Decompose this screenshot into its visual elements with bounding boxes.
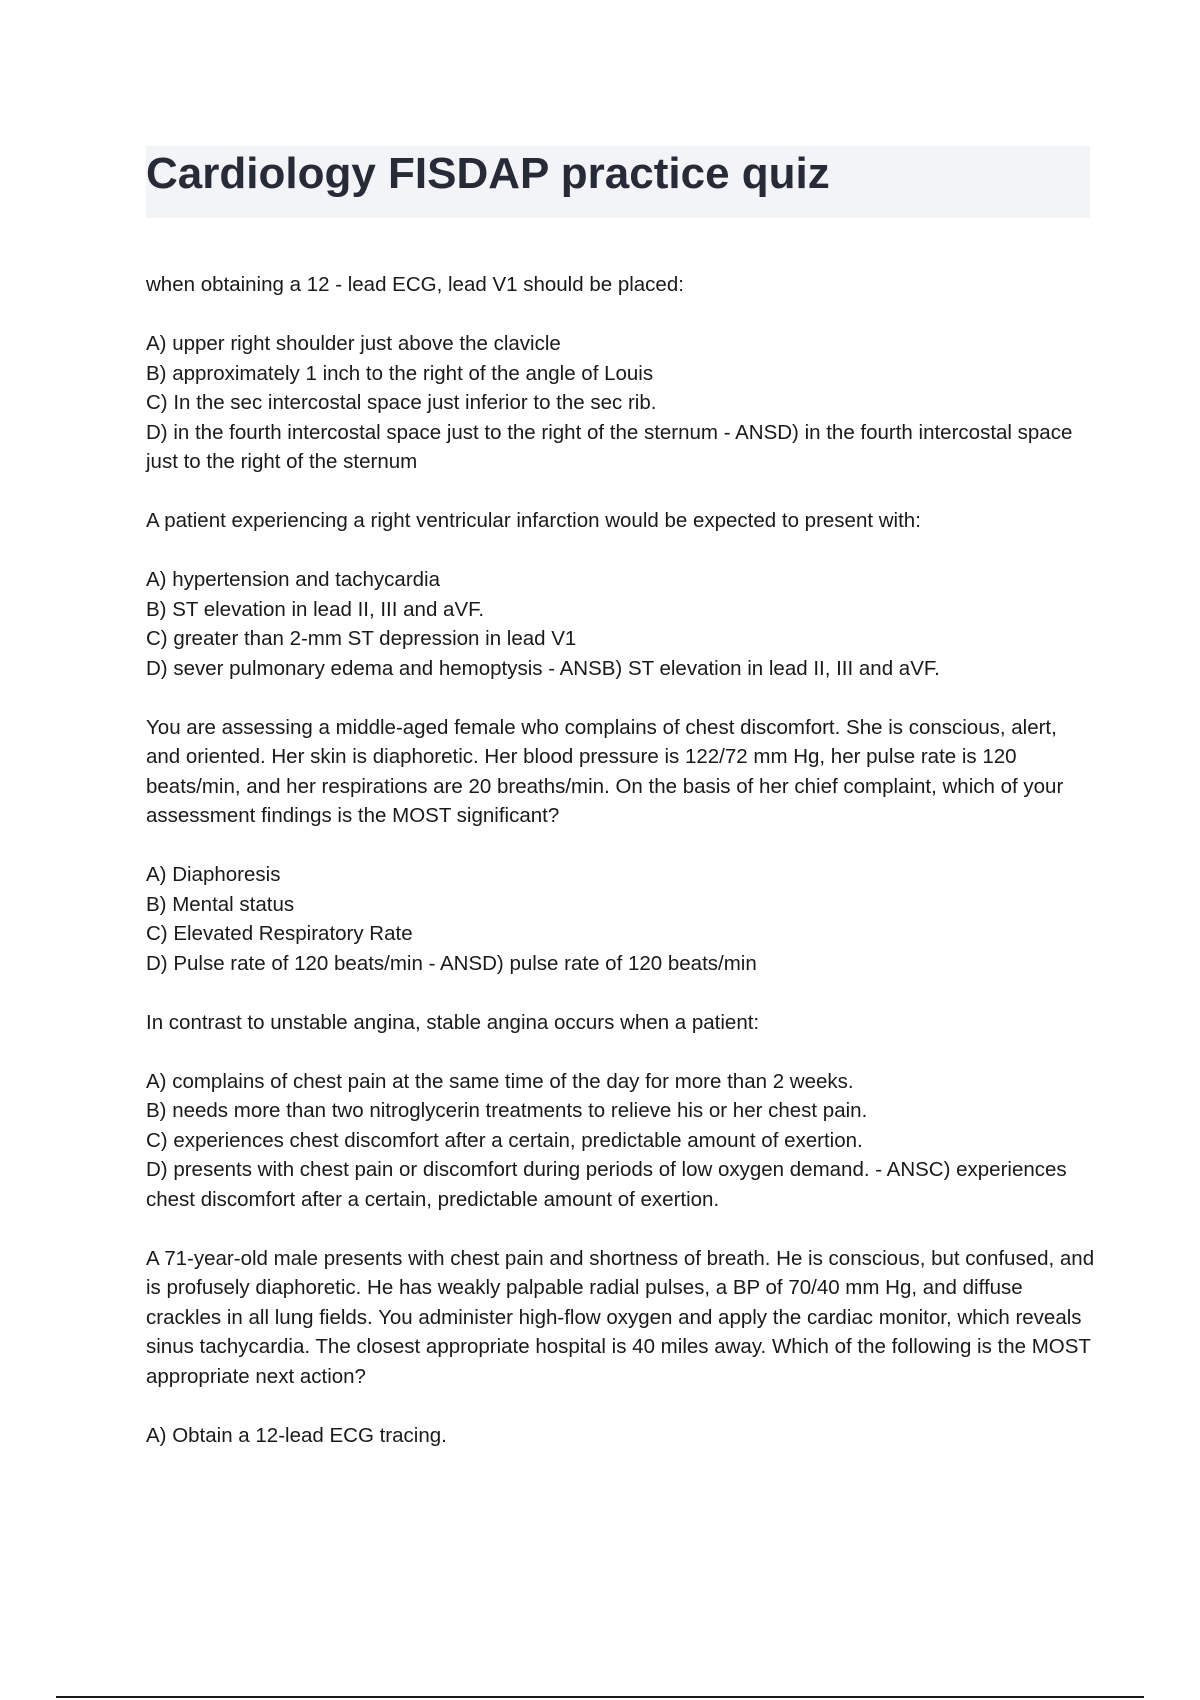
quiz-content	[146, 270, 1096, 1480]
option-c: C) experiences chest discomfort after a certain, predictable amount of exertion.	[146, 1128, 863, 1152]
option-list	[146, 1421, 1096, 1451]
option-c: C) greater than 2-mm ST depression in lead V1	[146, 627, 577, 650]
option-b: B) approximately 1 inch to the right of the angle of Louis	[146, 361, 654, 385]
question-5	[146, 1244, 1096, 1451]
question-text: You are assessing a middle-aged female who complains of chest discomfort. She is conscious, alert, and oriented. Her skin is diaphoretic. Her blood pressure is 122/72 mm Hg, her pulse rate is 120 beats/min, and her respirations are 20 breaths/min. On the basis of her chief complaint, which of your assessment findings is the MOST significant?	[146, 715, 1064, 827]
option-d: D) presents with chest pain or discomfort during periods of low oxygen demand. - ANSC) experiences chest discomfort after a certain, predictable amount of exertion.	[146, 1158, 1067, 1211]
page-bottom-rule	[56, 1696, 1144, 1698]
question-text: A 71-year-old male presents with chest pain and shortness of breath. He is conscious, but confused, and is profusely diaphoretic. He has weakly palpable radial pulses, a BP of 70/40 mm Hg, and diffuse crackles in all lung fields. You administer high-flow oxygen and apply the cardiac monitor, which reveals sinus tachycardia. The closest appropriate hospital is 40 miles away. Which of the following is the MOST appropriate next action?	[146, 1246, 1095, 1388]
option-a: A) Diaphoresis	[146, 863, 281, 886]
option-a: A) hypertension and tachycardia	[146, 568, 441, 591]
option-a: A) Obtain a 12-lead ECG tracing.	[146, 1423, 447, 1447]
option-a: A) upper right shoulder just above the clavicle	[146, 332, 561, 355]
option-list	[146, 329, 1096, 477]
page-title: Cardiology FISDAP practice quiz	[146, 149, 830, 198]
question-4	[146, 1008, 1096, 1215]
option-list	[146, 1067, 1096, 1215]
option-list	[146, 565, 1096, 683]
question-3	[146, 713, 1096, 979]
question-text: when obtaining a 12 - lead ECG, lead V1 should be placed:	[146, 273, 684, 296]
question-text: A patient experiencing a right ventricular infarction would be expected to present with:	[146, 509, 921, 532]
option-d: D) Pulse rate of 120 beats/min - ANSD) pulse rate of 120 beats/min	[146, 951, 757, 975]
option-c: C) In the sec intercostal space just inferior to the sec rib.	[146, 391, 657, 414]
option-d: D) sever pulmonary edema and hemoptysis - ANSB) ST elevation in lead II, III and aVF.	[146, 656, 940, 680]
option-b: B) ST elevation in lead II, III and aVF.	[146, 597, 485, 621]
question-1	[146, 270, 1096, 477]
option-b: B) needs more than two nitroglycerin treatments to relieve his or her chest pain.	[146, 1099, 868, 1122]
option-c: C) Elevated Respiratory Rate	[146, 922, 413, 945]
option-a: A) complains of chest pain at the same time of the day for more than 2 weeks.	[146, 1069, 854, 1093]
option-b: B) Mental status	[146, 892, 295, 916]
option-list	[146, 860, 1096, 978]
option-d: D) in the fourth intercostal space just to the right of the sternum - ANSD) in the fourth intercostal space just to the right of the sternum	[146, 420, 1073, 473]
question-text: In contrast to unstable angina, stable angina occurs when a patient:	[146, 1010, 760, 1034]
question-2	[146, 506, 1096, 683]
